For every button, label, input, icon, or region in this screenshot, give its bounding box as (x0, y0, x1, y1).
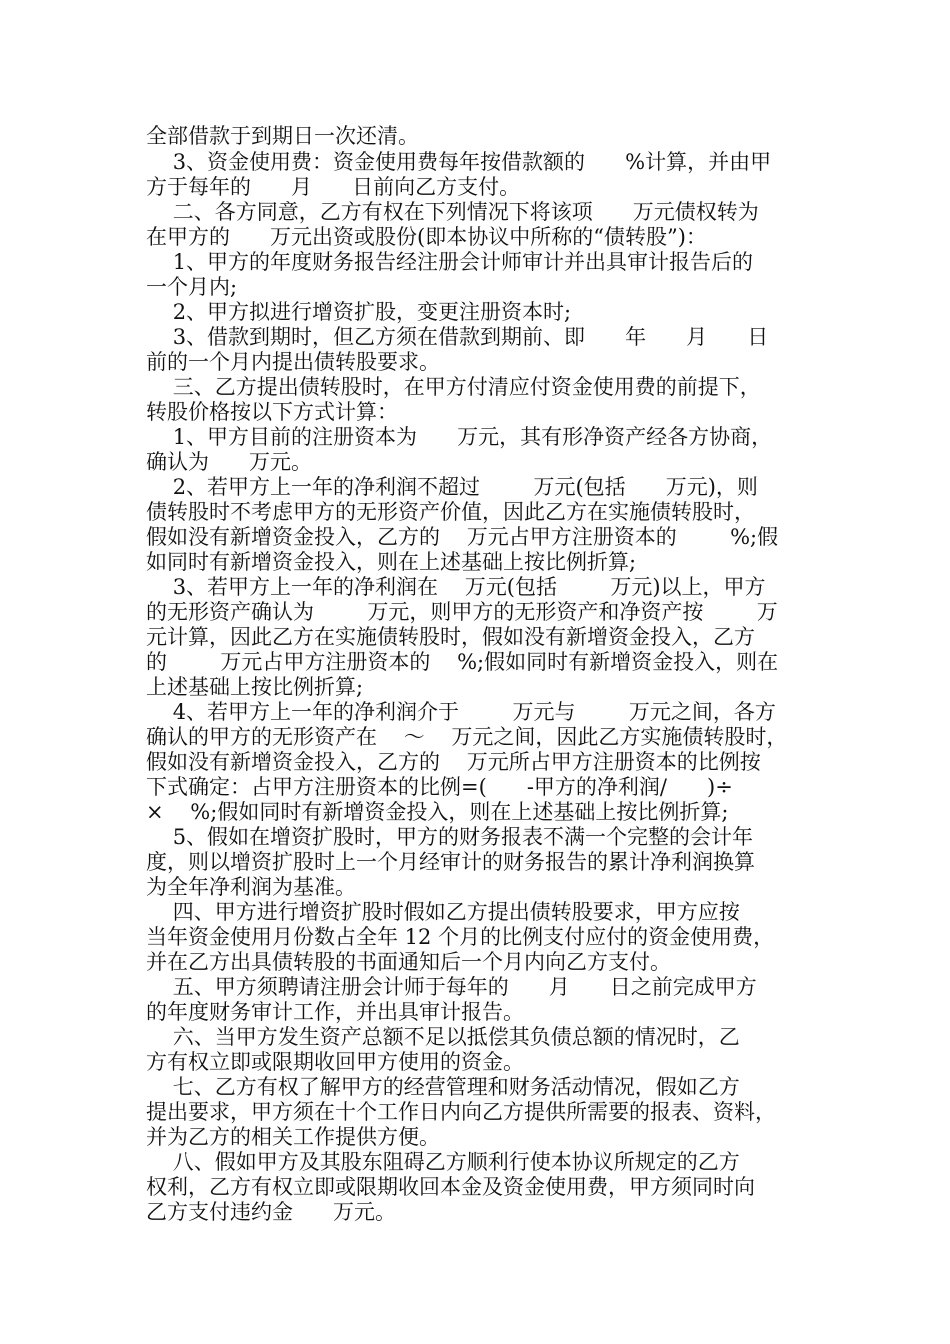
text-line: 假如没有新增资金投入，乙方的 万元所占甲方注册资本的比例按 (146, 750, 761, 774)
text-line: 的 万元占甲方注册资本的 %;假如同时有新增资金投入，则在 (146, 650, 779, 674)
text-line: 假如没有新增资金投入，乙方的 万元占甲方注册资本的 %;假 (146, 525, 779, 549)
text-line: 转股价格按以下方式计算： (146, 400, 398, 424)
text-line: 为全年净利润为基准。 (146, 875, 356, 899)
text-line: 并为乙方的相关工作提供方便。 (146, 1125, 440, 1149)
text-line: 3、借款到期时，但乙方须在借款到期前、即 年 月 日 (146, 325, 769, 349)
text-line: 四、甲方进行增资扩股时假如乙方提出债转股要求，甲方应按 (146, 900, 740, 924)
text-line: 的年度财务审计工作，并出具审计报告。 (146, 1000, 524, 1024)
text-line: 3、资金使用费：资金使用费每年按借款额的 %计算，并由甲 (146, 150, 772, 174)
text-line: 1、甲方的年度财务报告经注册会计师审计并出具审计报告后的 (146, 250, 754, 274)
text-line: 下式确定：占甲方注册资本的比例=( -甲方的净利润/ )÷ (146, 775, 733, 799)
text-line: 一个月内; (146, 275, 238, 299)
text-line: 权利，乙方有权立即或限期收回本金及资金使用费，甲方须同时向 (146, 1175, 755, 1199)
text-line: 3、若甲方上一年的净利润在 万元(包括 万元)以上，甲方 (146, 575, 766, 599)
text-line: 二、各方同意，乙方有权在下列情况下将该项 万元债权转为 (146, 200, 759, 224)
text-line: 八、假如甲方及其股东阻碍乙方顺利行使本协议所规定的乙方 (146, 1150, 740, 1174)
text-line: 七、乙方有权了解甲方的经营管理和财务活动情况，假如乙方 (146, 1075, 740, 1099)
text-line: × %;假如同时有新增资金投入，则在上述基础上按比例折算; (146, 800, 729, 824)
text-line: 并在乙方出具债转股的书面通知后一个月内向乙方支付。 (146, 950, 671, 974)
text-line: 提出要求，甲方须在十个工作日内向乙方提供所需要的报表、资料， (146, 1100, 776, 1124)
text-line: 如同时有新增资金投入，则在上述基础上按比例折算; (146, 550, 637, 574)
text-line: 债转股时不考虑甲方的无形资产价值，因此乙方在实施债转股时， (146, 500, 755, 524)
text-line: 六、当甲方发生资产总额不足以抵偿其负债总额的情况时，乙 (146, 1025, 740, 1049)
text-line: 2、若甲方上一年的净利润不超过 万元(包括 万元)，则 (146, 475, 758, 499)
text-line: 确认为 万元。 (146, 450, 313, 474)
text-line: 上述基础上按比例折算; (146, 675, 364, 699)
text-line: 4、若甲方上一年的净利润介于 万元与 万元之间，各方 (146, 700, 776, 724)
text-line: 确认的甲方的无形资产在 ～ 万元之间，因此乙方实施债转股时， (146, 725, 788, 749)
text-line: 前的一个月内提出债转股要求。 (146, 350, 440, 374)
text-line: 2、甲方拟进行增资扩股，变更注册资本时; (146, 300, 572, 324)
text-line: 当年资金使用月份数占全年 12 个月的比例支付应付的资金使用费， (146, 925, 775, 949)
text-line: 元计算，因此乙方在实施债转股时，假如没有新增资金投入，乙方 (146, 625, 755, 649)
text-line: 1、甲方目前的注册资本为 万元，其有形净资产经各方协商， (146, 425, 773, 449)
text-line: 三、乙方提出债转股时，在甲方付清应付资金使用费的前提下， (146, 375, 761, 399)
text-line: 乙方支付违约金 万元。 (146, 1200, 397, 1224)
text-line: 五、甲方须聘请注册会计师于每年的 月 日之前完成甲方 (146, 975, 757, 999)
text-line: 的无形资产确认为 万元，则甲方的无形资产和净资产按 万 (146, 600, 778, 624)
text-line: 全部借款于到期日一次还清。 (146, 124, 419, 148)
text-line: 在甲方的 万元出资或股份(即本协议中所称的“债转股”)： (146, 225, 707, 249)
text-line: 方有权立即或限期收回甲方使用的资金。 (146, 1050, 524, 1074)
text-line: 度，则以增资扩股时上一个月经审计的财务报告的累计净利润换算 (146, 850, 755, 874)
text-line: 方于每年的 月 日前向乙方支付。 (146, 175, 521, 199)
text-line: 5、假如在增资扩股时，甲方的财务报表不满一个完整的会计年 (146, 825, 754, 849)
